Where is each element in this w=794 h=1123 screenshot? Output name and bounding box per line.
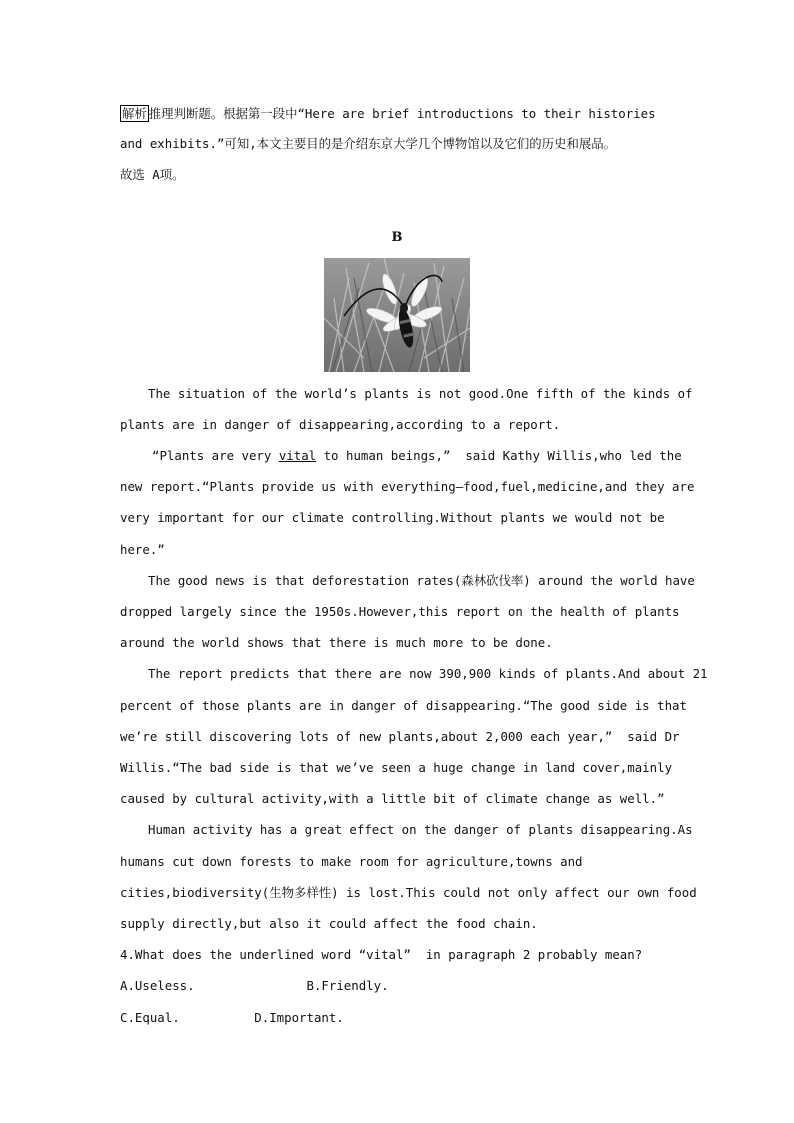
p5-line-4: supply directly,but also it could affect the food chain. [120,916,538,931]
p4-line-2: percent of those plants are in danger of disappearing.“The good side is that [120,698,687,713]
p5-line-1: Human activity has a great effect on the danger of plants disappearing.As [148,822,693,837]
p3-line-1: The good news is that deforestation rates(森林砍伐率) around the world have [148,573,695,588]
question-options-row-1: A.Useless. B.Friendly. [120,978,389,993]
p1-line-2: plants are in danger of disappearing,according to a report. [120,417,561,432]
analysis-line-2: and exhibits.”可知,本文主要目的是介绍东京大学几个博物馆以及它们的历史和展品。 [120,136,617,151]
p2-line-3: very important for our climate controlling.Without plants we would not be [120,510,665,525]
beetle-on-daisy-image [324,258,470,372]
p2-line-2: new report.“Plants provide us with everything—food,fuel,medicine,and they are [120,479,695,494]
p4-line-1: The report predicts that there are now 390,900 kinds of plants.And about 21 [148,666,708,681]
analysis-badge: 解析 [122,106,147,121]
p1-line-1: The situation of the world’s plants is not good.One fifth of the kinds of [148,386,693,401]
p5-line-3: cities,biodiversity(生物多样性) is lost.This could not only affect our own food [120,885,697,900]
p2-line-1-pre: “Plants are very [152,448,279,463]
p5-line-2: humans cut down forests to make room for agriculture,towns and [120,854,583,869]
p3-line-2: dropped largely since the 1950s.However,this report on the health of plants [120,604,680,619]
section-heading: B [391,230,403,245]
question-stem: 4.What does the underlined word “vital” in paragraph 2 probably mean? [120,947,643,962]
p2-line-1-post: to human beings,” said Kathy Willis,who led the [316,448,682,463]
p4-line-5: caused by cultural activity,with a little bit of climate change as well.” [120,791,665,806]
p4-line-4: Willis.“The bad side is that we’ve seen a huge change in land cover,mainly [120,760,673,775]
p3-line-3: around the world shows that there is much more to be done. [120,635,553,650]
question-options-row-2: C.Equal. D.Important. [120,1010,344,1025]
underlined-word-vital: vital [278,448,317,463]
analysis-text-1: 推理判断题。根据第一段中“Here are brief introductions to their histories [148,106,656,121]
p2-line-4: here.” [120,542,165,557]
analysis-line-3: 故选 A项。 [120,167,185,182]
beetle-on-daisy-photo [324,258,470,372]
p2-line-1 [152,448,682,464]
p4-line-3: we’re still discovering lots of new plants,about 2,000 each year,” said Dr [120,729,680,744]
analysis-line-1 [120,105,656,122]
